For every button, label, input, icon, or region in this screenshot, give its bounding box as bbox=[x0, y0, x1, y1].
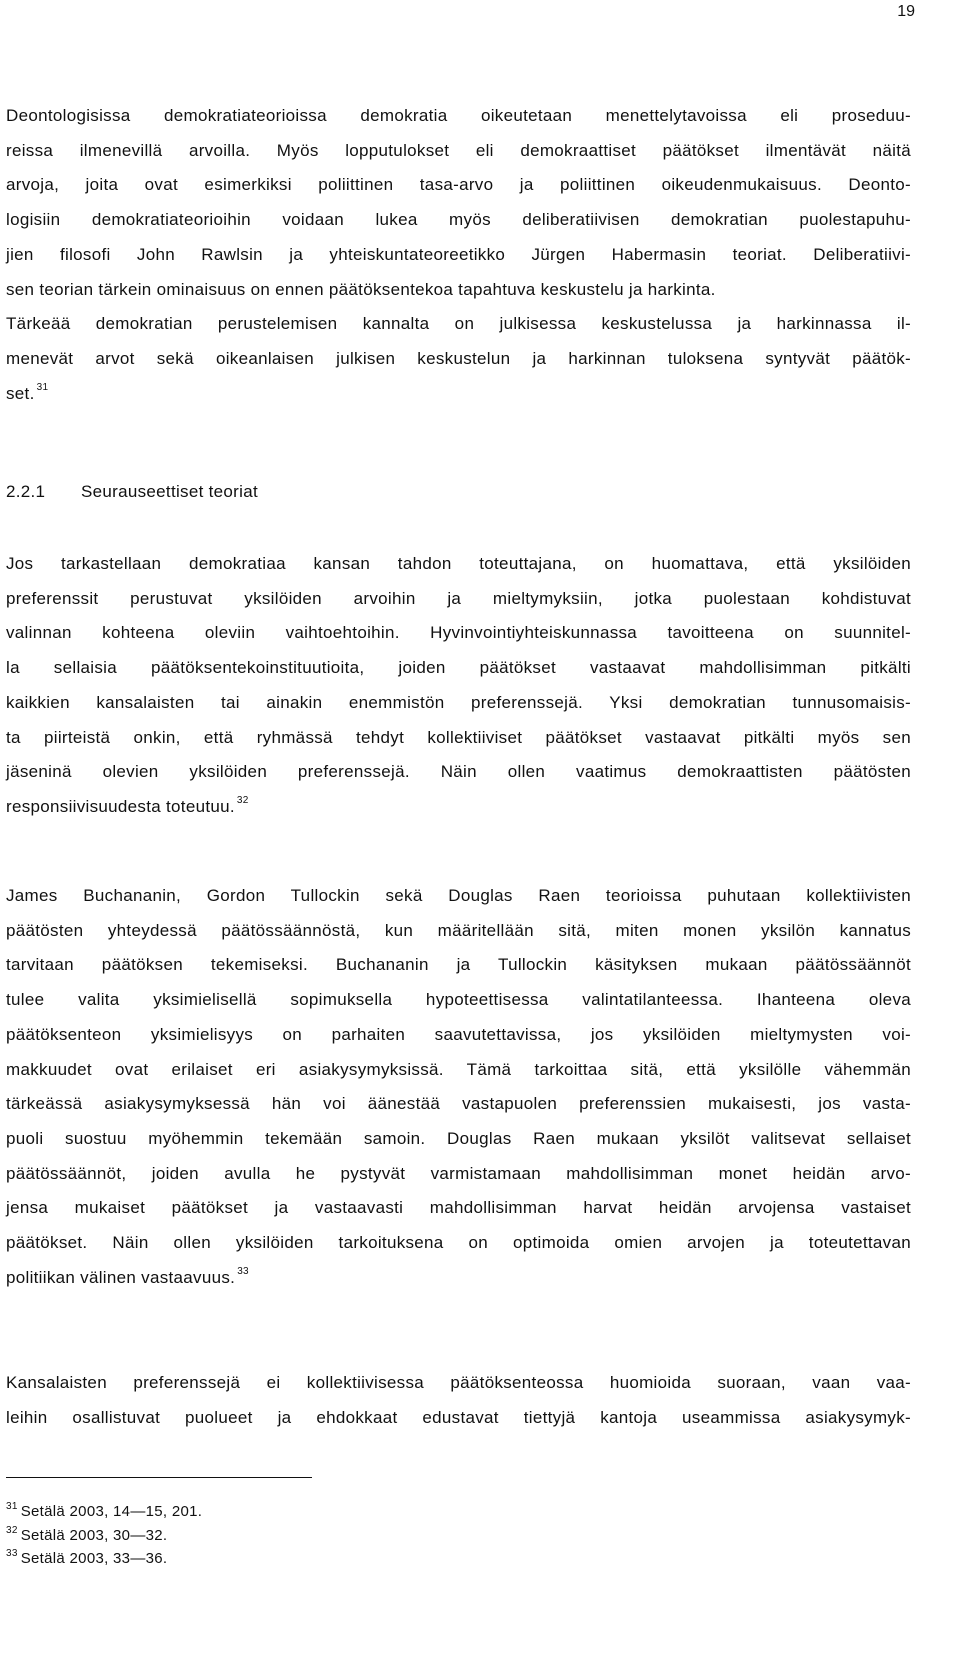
text-line: leihin osallistuvat puolueet ja ehdokkaat edustavat tiettyjä kantoja useammissa asiakysymyk- bbox=[6, 1407, 911, 1427]
text-line: ta piirteistä onkin, että ryhmässä tehdyt kollektiiviset päätökset vastaavat pitkälti myös sen bbox=[6, 727, 911, 747]
text-line: la sellaisia päätöksentekoinstituutioita, joiden päätökset vastaavat mahdollisimman pitkälti bbox=[6, 658, 911, 678]
text-line: Deontologisissa demokratiateorioissa demokratia oikeutetaan menettelytavoissa eli proseduu- bbox=[6, 106, 911, 125]
paragraph-will-of-people bbox=[6, 547, 911, 825]
footnotes bbox=[6, 1500, 202, 1571]
text-line: päätössäännöt, joiden avulla he pystyvät varmistamaan mahdollisimman monet heidän arvo- bbox=[6, 1163, 911, 1183]
footnote-ref-32[interactable]: 32 bbox=[236, 794, 249, 806]
footnote-ref-31[interactable]: 31 bbox=[36, 381, 49, 393]
text-line: tulee valita yksimielisellä sopimuksella hypoteettisessa valintatilanteessa. Ihanteena oleva bbox=[6, 990, 911, 1010]
paragraph-deontological bbox=[6, 99, 911, 411]
text-line: valinnan kohteena oleviin vaihtoehtoihin. Hyvinvointiyhteiskunnassa tavoitteena on suunnitel- bbox=[6, 623, 911, 643]
footnote-number: 31 bbox=[6, 1501, 18, 1512]
text-line: makkuudet ovat erilaiset eri asiakysymyksissä. Tämä tarkoittaa sitä, että yksilölle vähemmän bbox=[6, 1059, 911, 1079]
text-line: päätökset. Näin ollen yksilöiden tarkoituksena on optimoida omien arvojen ja toteutettavan bbox=[6, 1233, 911, 1253]
text-line: päätöksenteon yksimielisyys on parhaiten saavutettavissa, jos yksilöiden mieltymysten voi- bbox=[6, 1024, 911, 1044]
page-number: 19 bbox=[897, 3, 915, 20]
text-line: Kansalaisten preferenssejä ei kollektiivisessa päätöksenteossa huomioida suoraan, vaan vaa- bbox=[6, 1373, 911, 1392]
text-line: tärkeässä asiakysymyksessä hän voi äänestää vastapuolen preferenssien mukaisesti, jos vasta- bbox=[6, 1094, 911, 1114]
text-line: James Buchananin, Gordon Tullockin sekä Douglas Raen teorioissa puhutaan kollektiivisten bbox=[6, 886, 911, 905]
text-line bbox=[6, 377, 911, 412]
text-line: jien filosofi John Rawlsin ja yhteiskuntateoreetikko Jürgen Habermasin teoriat. Deliberatiivi- bbox=[6, 244, 911, 264]
footnote-32 bbox=[6, 1524, 202, 1548]
footnote-divider bbox=[6, 1477, 312, 1478]
text-line: preferenssit perustuvat yksilöiden arvoihin ja mieltymyksiin, jotka puolestaan kohdistuvat bbox=[6, 588, 911, 608]
section-heading bbox=[6, 475, 258, 509]
footnote-text: Setälä 2003, 33—36. bbox=[20, 1550, 168, 1567]
text-line: kaikkien kansalaisten tai ainakin enemmistön preferenssejä. Yksi demokratian tunnusomaisis- bbox=[6, 692, 911, 712]
text-line: jensa mukaiset päätökset ja vastaavasti mahdollisimman harvat heidän arvojensa vastaiset bbox=[6, 1198, 911, 1218]
section-title: Seurauseettiset teoriat bbox=[81, 482, 258, 501]
text-line: Tärkeää demokratian perustelemisen kannalta on julkisessa keskustelussa ja harkinnassa il- bbox=[6, 314, 911, 334]
footnote-number: 32 bbox=[6, 1524, 18, 1536]
text-line: Jos tarkastellaan demokratiaa kansan tahdon toteuttajana, on huomattava, että yksilöiden bbox=[6, 554, 911, 573]
footnote-ref-33[interactable]: 33 bbox=[237, 1265, 249, 1277]
footnote-text: Setälä 2003, 14—15, 201. bbox=[20, 1503, 203, 1520]
text-line: menevät arvot sekä oikeanlaisen julkisen keskustelun ja harkinnan tuloksena syntyvät päätök- bbox=[6, 348, 911, 368]
text-line: logisiin demokratiateorioihin voidaan lukea myös deliberatiivisen demokratian puolestapuhu- bbox=[6, 210, 911, 230]
paragraph-citizens-preferences bbox=[6, 1366, 911, 1435]
text-line-end: politiikan välinen vastaavuus. bbox=[6, 1267, 236, 1287]
paragraph-buchanan bbox=[6, 879, 911, 1295]
text-line: sen teorian tärkein ominaisuus on ennen päätöksentekoa tapahtuva keskustelu ja harkinta. bbox=[6, 279, 716, 299]
text-line-end: responsiivisuudesta toteutuu. bbox=[6, 796, 235, 816]
text-line bbox=[6, 790, 911, 825]
text-line: tarvitaan päätöksen tekemiseksi. Buchananin ja Tullockin käsityksen mukaan päätössäännöt bbox=[6, 955, 911, 975]
text-line bbox=[6, 1261, 911, 1296]
text-line: reissa ilmenevillä arvoilla. Myös lopputulokset eli demokraattiset päätökset ilmentävät näitä bbox=[6, 140, 911, 160]
text-line-end: set. bbox=[6, 383, 35, 403]
text-line: päätösten yhteydessä päätössäännöstä, kun määritellään sitä, miten monen yksilön kannatus bbox=[6, 920, 911, 940]
text-line: arvoja, joita ovat esimerkiksi poliittinen tasa-arvo ja poliittinen oikeudenmukaisuus. Deonto- bbox=[6, 175, 911, 195]
footnote-31 bbox=[6, 1500, 202, 1524]
footnote-33 bbox=[6, 1547, 202, 1571]
text-line: puoli suostuu myöhemmin tekemään samoin. Douglas Raen mukaan yksilöt valitsevat sellaiset bbox=[6, 1128, 911, 1148]
footnote-text: Setälä 2003, 30—32. bbox=[20, 1526, 168, 1544]
text-line: jäseninä olevien yksilöiden preferenssejä. Näin ollen vaatimus demokraattisten päätösten bbox=[6, 762, 911, 782]
section-number: 2.2.1 bbox=[6, 482, 46, 501]
footnote-number: 33 bbox=[6, 1548, 18, 1559]
